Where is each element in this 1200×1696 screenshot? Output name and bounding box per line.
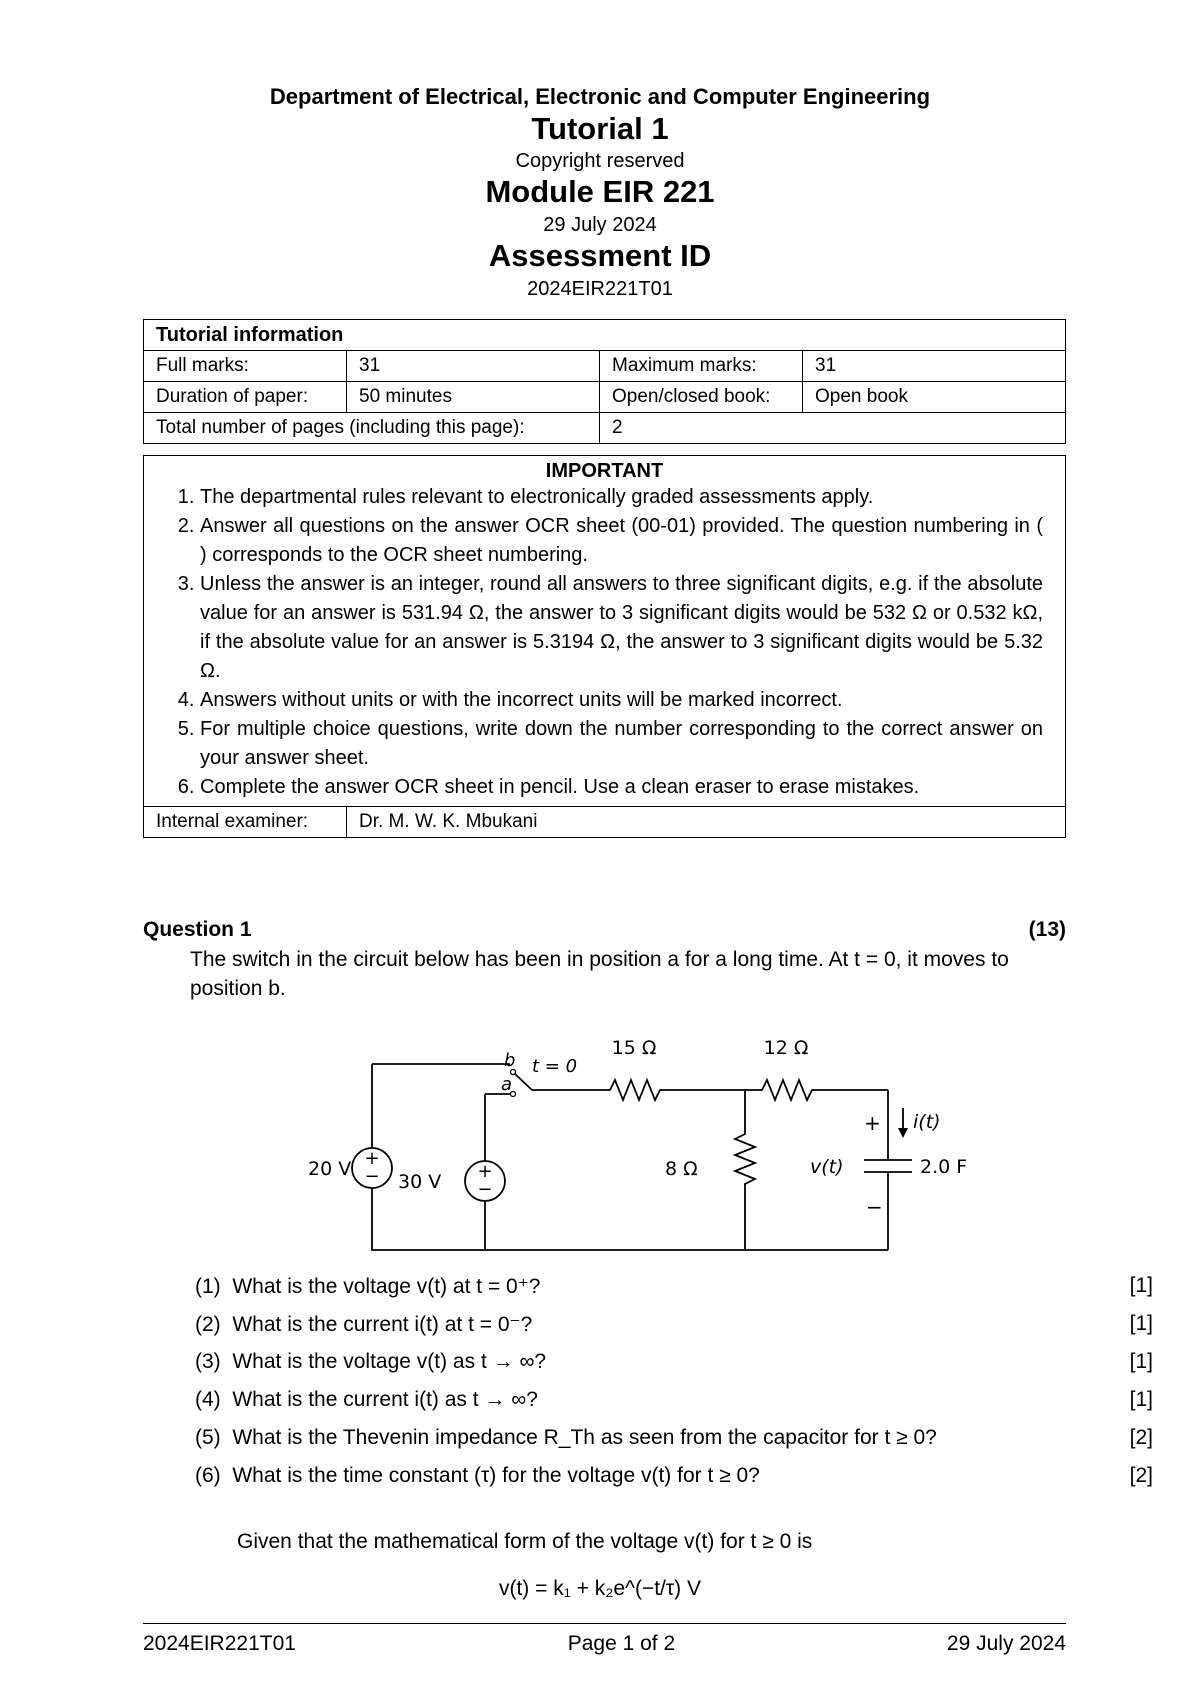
question-title: Question 1 xyxy=(143,918,252,941)
part-text: What is the Thevenin impedance R_Th as seen from the capacitor for t ≥ 0? xyxy=(232,1426,937,1449)
important-item: 3. Unless the answer is an integer, round all answers to three significant digits, e.g. if the absolute value for an answer is 531.94 Ω, the answer to 3 significant digits would be 532 Ω or 0.532 kΩ, if the absolute value for an answer is 5.3194 Ω, the answer to 3 significant digits would be 5.32 Ω. xyxy=(200,570,1043,686)
current-label: i(t) xyxy=(913,1111,941,1133)
source-20v-minus: − xyxy=(364,1166,380,1187)
current-arrow-head xyxy=(898,1128,908,1138)
paper-date: 29 July 2024 xyxy=(543,214,657,236)
footer-assessment-id: 2024EIR221T01 xyxy=(143,1632,296,1655)
part-text: What is the current i(t) as t → ∞? xyxy=(232,1388,538,1411)
resistor-15-label: 15 Ω xyxy=(611,1037,657,1059)
max-marks-value: 31 xyxy=(803,351,1066,382)
footer-rule xyxy=(143,1623,1066,1624)
duration-label: Duration of paper: xyxy=(144,382,347,413)
assessment-label: Assessment ID xyxy=(488,238,712,273)
question-part xyxy=(195,1388,1153,1426)
info-heading: Tutorial information xyxy=(144,320,1066,351)
duration-value: 50 minutes xyxy=(347,382,600,413)
part-text: What is the voltage v(t) at t = 0⁺? xyxy=(232,1275,541,1298)
max-marks-label: Maximum marks: xyxy=(600,351,803,382)
part-marks: [1] xyxy=(1129,1350,1153,1373)
question-parts xyxy=(195,1274,1153,1502)
switch-pos-b: b xyxy=(504,1050,516,1071)
given-statement: Given that the mathematical form of the voltage v(t) for t ≥ 0 is xyxy=(237,1530,813,1553)
pages-value: 2 xyxy=(600,413,1066,444)
page-footer xyxy=(143,1632,1066,1656)
question-text: The switch in the circuit below has been in position a for a long time. At t = 0, it moves to position b. xyxy=(190,948,1009,1000)
part-number: (5) xyxy=(195,1426,221,1449)
full-marks-label: Full marks: xyxy=(144,351,347,382)
tutorial-title: Tutorial 1 xyxy=(531,111,669,146)
question-part xyxy=(195,1426,1153,1464)
department-heading: Department of Electrical, Electronic and Computer Engineering xyxy=(269,84,931,109)
switch-blade xyxy=(515,1074,532,1090)
question-part xyxy=(195,1350,1153,1388)
source-20v-label: 20 V xyxy=(308,1158,352,1180)
part-marks: [1] xyxy=(1129,1388,1153,1411)
question-marks: (13) xyxy=(1028,918,1066,941)
capacitor-voltage-label: v(t) xyxy=(810,1156,844,1178)
full-marks-value: 31 xyxy=(347,351,600,382)
switch-pos-a: a xyxy=(501,1074,513,1095)
resistor-15 xyxy=(562,1080,745,1100)
part-marks: [1] xyxy=(1129,1312,1153,1335)
wire-bottom xyxy=(372,1188,888,1250)
examiner-row xyxy=(144,806,1065,837)
examiner-name: Dr. M. W. K. Mbukani xyxy=(359,811,538,832)
part-marks: [2] xyxy=(1129,1464,1153,1487)
important-item: 6. Complete the answer OCR sheet in pencil. Use a clean eraser to erase mistakes. xyxy=(200,773,1043,802)
tutorial-info-table xyxy=(143,319,1066,444)
source-30v-plus: + xyxy=(477,1161,493,1182)
examiner-label: Internal examiner: xyxy=(144,807,347,837)
important-item: 1. The departmental rules relevant to electronically graded assessments apply. xyxy=(200,483,1043,512)
important-item: 4. Answers without units or with the incorrect units will be marked incorrect. xyxy=(200,686,1043,715)
important-box xyxy=(143,455,1066,838)
important-item: 2. Answer all questions on the answer OCR sheet (00-01) provided. The question numbering in ( ) corresponds to the OCR sheet numbering. xyxy=(200,512,1043,570)
source-20v-plus: + xyxy=(364,1148,380,1169)
capacitor-label: 2.0 F xyxy=(920,1156,968,1178)
assessment-id: 2024EIR221T01 xyxy=(527,278,673,300)
part-text: What is the time constant (τ) for the voltage v(t) for t ≥ 0? xyxy=(232,1464,760,1487)
part-number: (4) xyxy=(195,1388,221,1411)
question-part xyxy=(195,1464,1153,1502)
important-list xyxy=(144,483,1065,806)
footer-date: 29 July 2024 xyxy=(946,1632,1066,1655)
part-number: (1) xyxy=(195,1275,221,1298)
part-text: What is the voltage v(t) as t → ∞? xyxy=(232,1350,547,1373)
circuit-diagram xyxy=(270,1030,970,1260)
resistor-8 xyxy=(735,1090,755,1250)
part-marks: [2] xyxy=(1129,1426,1153,1449)
question-part xyxy=(195,1274,1153,1312)
capacitor-minus: − xyxy=(866,1195,883,1219)
resistor-12 xyxy=(745,1080,888,1100)
part-number: (3) xyxy=(195,1350,221,1373)
book-label: Open/closed book: xyxy=(600,382,803,413)
question-part xyxy=(195,1312,1153,1350)
module-title: Module EIR 221 xyxy=(485,174,715,209)
switch-time-label: t = 0 xyxy=(532,1056,578,1077)
copyright-note: Copyright reserved xyxy=(515,150,685,172)
part-marks: [1] xyxy=(1129,1274,1153,1297)
important-item: 5. For multiple choice questions, write down the number corresponding to the correct answer on your answer sheet. xyxy=(200,715,1043,773)
footer-page-number: Page 1 of 2 xyxy=(567,1632,676,1655)
capacitor-plus: + xyxy=(864,1111,881,1135)
part-text: What is the current i(t) at t = 0⁻? xyxy=(232,1313,533,1336)
pages-label: Total number of pages (including this page): xyxy=(144,413,600,444)
resistor-12-label: 12 Ω xyxy=(763,1037,809,1059)
question-header xyxy=(143,918,1066,942)
resistor-8-label: 8 Ω xyxy=(665,1158,698,1180)
important-heading: IMPORTANT xyxy=(545,460,664,482)
book-value: Open book xyxy=(803,382,1066,413)
source-30v-label: 30 V xyxy=(398,1171,442,1193)
part-number: (2) xyxy=(195,1313,221,1336)
source-30v-minus: − xyxy=(477,1179,493,1200)
part-number: (6) xyxy=(195,1464,221,1487)
voltage-equation: v(t) = k₁ + k₂e^(−t/τ) V xyxy=(498,1577,701,1600)
